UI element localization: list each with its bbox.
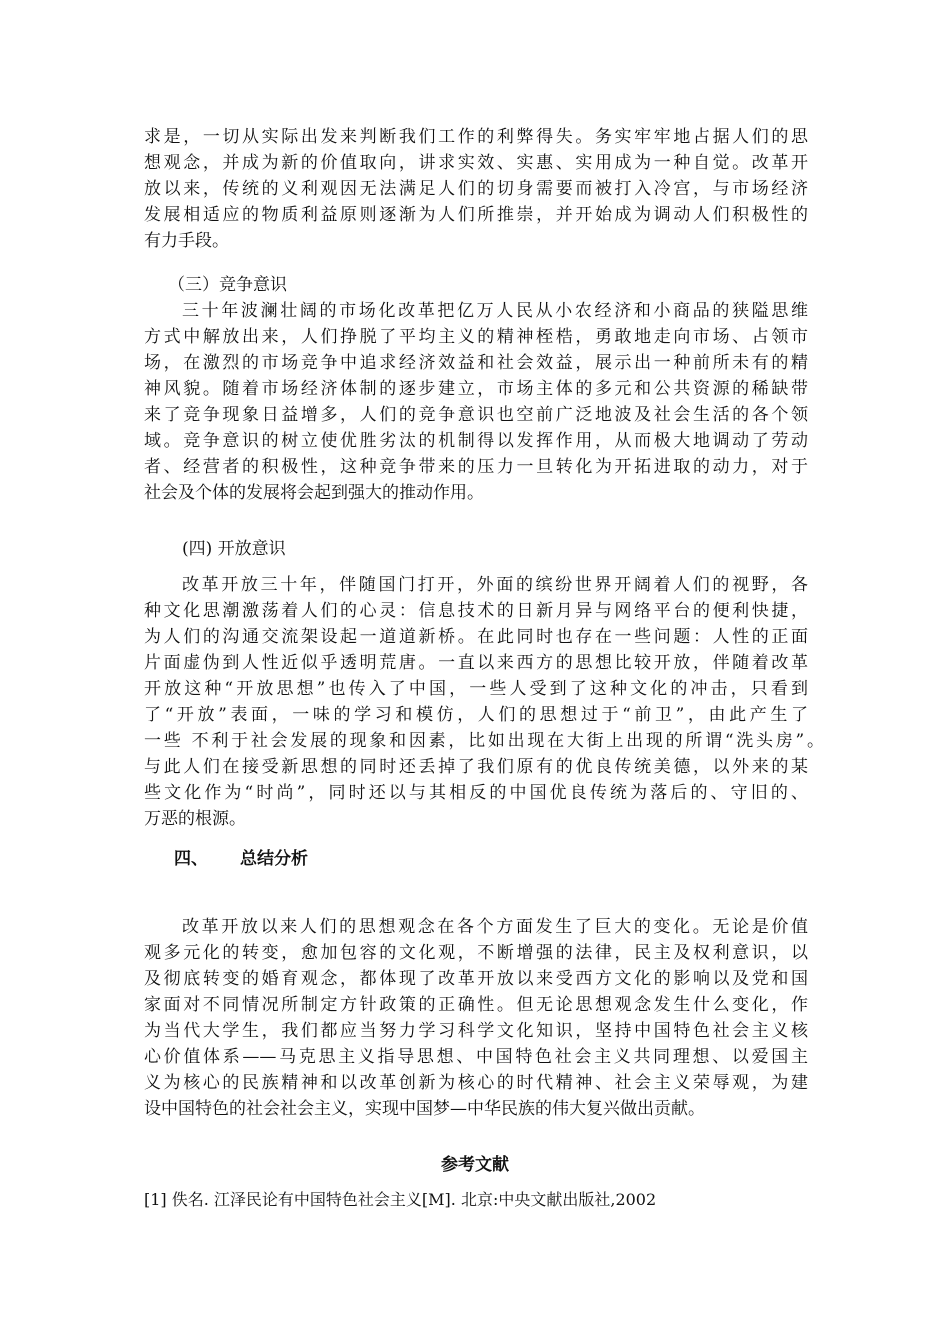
text-line: 种文化思潮激荡着人们的心灵：信息技术的日新月异与网络平台的便利快捷， <box>144 601 808 621</box>
text-line: 与此人们在接受新思想的同时还丢掉了我们原有的优良传统美德，以外来的某 <box>144 757 808 777</box>
text-line: 了“开放”表面，一味的学习和模仿，人们的思想过于“前卫”，由此产生了 <box>144 705 808 725</box>
text-line: 求是，一切从实际出发来判断我们工作的利弊得失。务实牢牢地占据人们的思 <box>144 127 808 147</box>
section-title: 总结分析 <box>240 849 308 869</box>
text-line: 为人们的沟通交流架设起一道道新桥。在此同时也存在一些问题：人性的正面 <box>144 627 808 647</box>
text-line: 及彻底转变的婚育观念，都体现了改革开放以来受西方文化的影响以及党和国 <box>144 969 808 989</box>
references-title: 参考文献 <box>441 1155 509 1175</box>
text-line: 想观念，并成为新的价值取向，讲求实效、实惠、实用成为一种自觉。改革开 <box>144 153 808 173</box>
text-line: 家面对不同情况所制定方针政策的正确性。但无论思想观念发生什么变化，作 <box>144 995 808 1015</box>
text-line: 有力手段。 <box>144 231 229 251</box>
text-line: 观多元化的转变，愈加包容的文化观，不断增强的法律，民主及权利意识，以 <box>144 943 808 963</box>
text-line: 为当代大学生，我们都应当努力学习科学文化知识，坚持中国特色社会主义核 <box>144 1021 808 1041</box>
text-line: 些文化作为“时尚”，同时还以与其相反的中国优良传统为落后的、守旧的、 <box>144 783 808 803</box>
section-number: 四、 <box>174 849 208 869</box>
text-line: 心价值体系——马克思主义指导思想、中国特色社会主义共同理想、以爱国主 <box>144 1047 808 1067</box>
text-line: 发展相适应的物质利益原则逐渐为人们所推崇，并开始成为调动人们积极性的 <box>144 205 808 225</box>
text-line: 方式中解放出来，人们挣脱了平均主义的精神桎梏，勇敢地走向市场、占领市 <box>144 327 808 347</box>
text-line: 改革开放以来人们的思想观念在各个方面发生了巨大的变化。无论是价值 <box>182 917 808 937</box>
text-line: 片面虚伪到人性近似乎透明荒唐。一直以来西方的思想比较开放，伴随着改革 <box>144 653 808 673</box>
text-line: 来了竞争现象日益增多，人们的竞争意识也空前广泛地波及社会生活的各个领 <box>144 405 808 425</box>
text-line: 三十年波澜壮阔的市场化改革把亿万人民从小农经济和小商品的狭隘思维 <box>182 301 808 321</box>
text-line: 者、经营者的积极性，这种竞争带来的压力一旦转化为开拓进取的动力，对于 <box>144 457 808 477</box>
text-line: 域。竞争意识的树立使优胜劣汰的机制得以发挥作用，从而极大地调动了劳动 <box>144 431 808 451</box>
text-line: 改革开放三十年，伴随国门打开，外面的缤纷世界开阔着人们的视野，各 <box>182 575 808 595</box>
text-line: 一些 不利于社会发展的现象和因素，比如出现在大街上出现的所谓“洗头房”。 <box>144 731 824 751</box>
text-line: 设中国特色的社会社会主义，实现中国梦—中华民族的伟大复兴做出贡献。 <box>144 1099 705 1119</box>
reference-item: [1] 佚名. 江泽民论有中国特色社会主义[M]. 北京:中央文献出版社,2002 <box>144 1190 657 1209</box>
subheading-text: (四) 开放意识 <box>182 539 286 559</box>
text-line: 开放这种“开放思想”也传入了中国，一些人受到了这种文化的冲击，只看到 <box>144 679 808 699</box>
text-line: 场，在激烈的市场竞争中追求经济效益和社会效益，展示出一种前所未有的精 <box>144 353 808 373</box>
text-line: 社会及个体的发展将会起到强大的推动作用。 <box>144 483 484 503</box>
text-line: 万恶的根源。 <box>144 809 246 829</box>
text-line: 义为核心的民族精神和以改革创新为核心的时代精神、社会主义荣辱观，为建 <box>144 1073 808 1093</box>
text-line: 神风貌。随着市场经济体制的逐步建立，市场主体的多元和公共资源的稀缺带 <box>144 379 808 399</box>
text-line: 放以来，传统的义利观因无法满足人们的切身需要而被打入冷宫，与市场经济 <box>144 179 808 199</box>
subheading-text: （三）竞争意识 <box>168 275 287 295</box>
